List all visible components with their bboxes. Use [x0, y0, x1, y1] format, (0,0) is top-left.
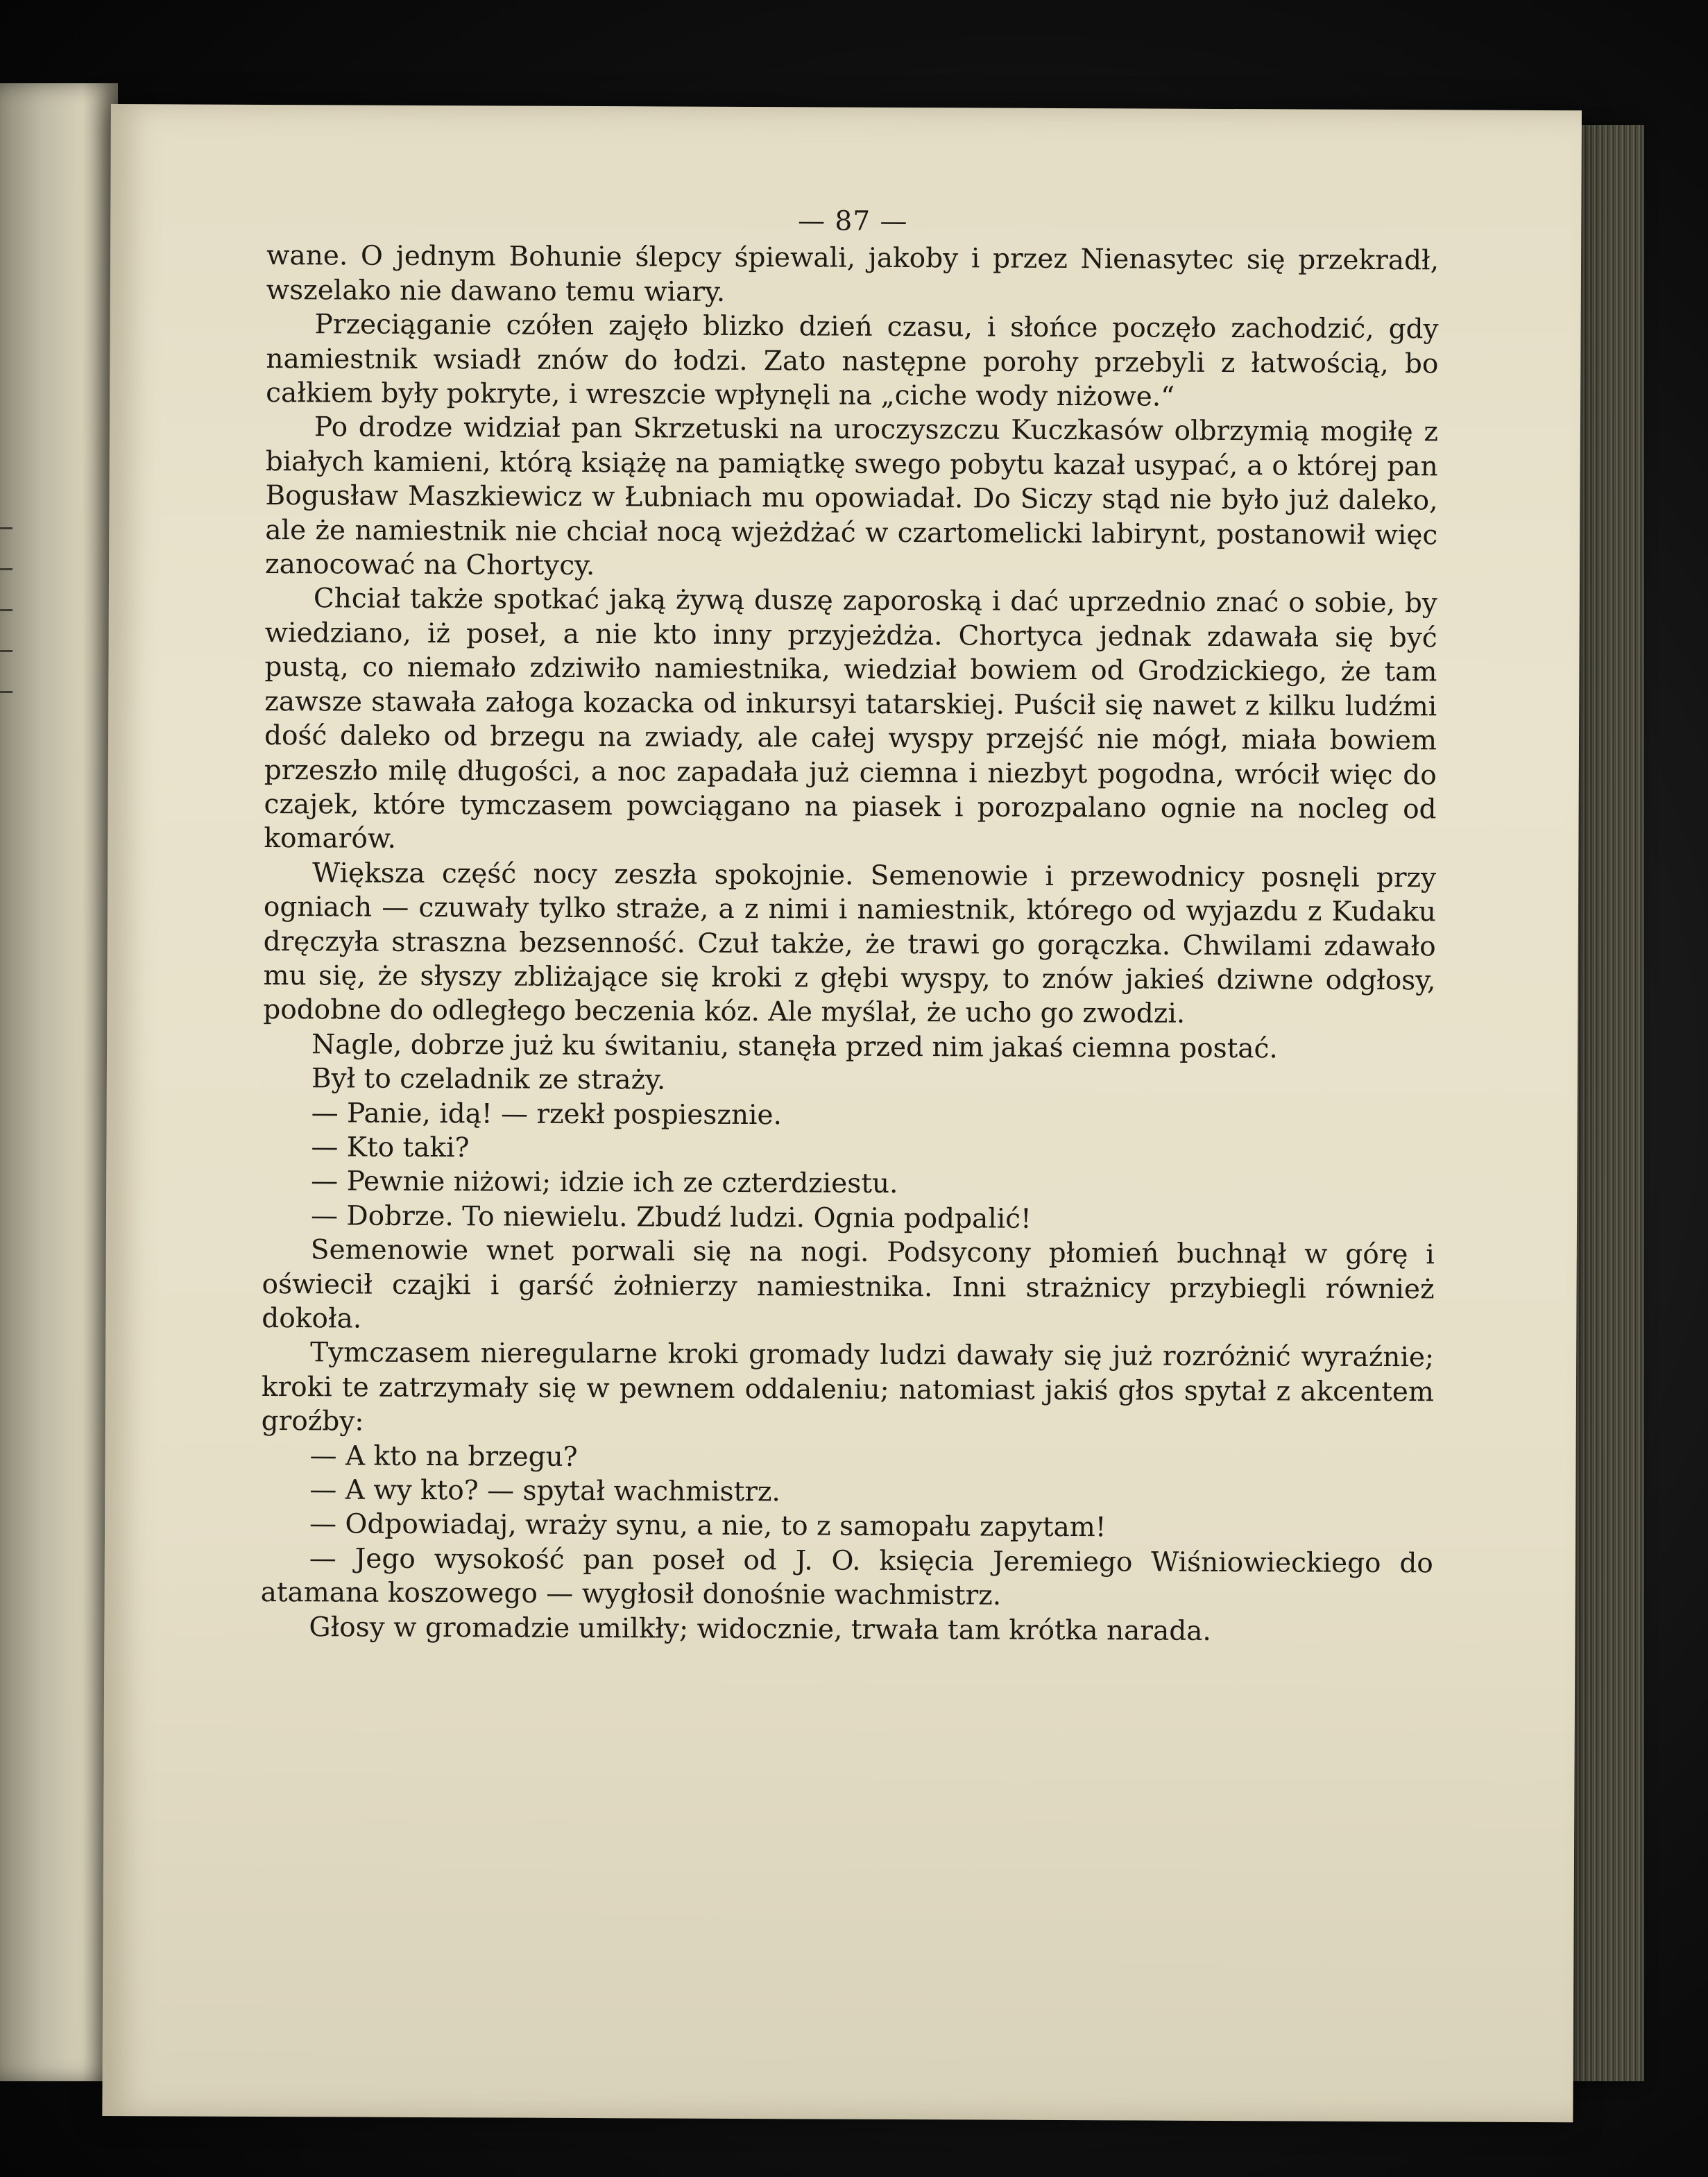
- dialogue-line: — A kto na brzegu?: [309, 1440, 578, 1473]
- left-page-marks: [0, 527, 21, 732]
- dialogue-line: — Panie, idą! — rzekł pospiesznie.: [311, 1097, 783, 1131]
- paragraph: Nagle, dobrze już ku świtaniu, stanęła przed nim jakaś ciemna postać.: [311, 1029, 1278, 1065]
- paragraph: Chciał także spotkać jaką żywą duszę zaporoską i dać uprzednio znać o sobie, by wiedziano, iż poseł, a nie kto inny przyjeżdża. Chortyca jednak zdawała się być pustą, co niemało zdziwiło namiestnika, wiedział bowiem od Grodzickiego, że tam zawsze stawała załoga kozacka od inkursyi tatarskiej. Puścił się nawet z kilku ludźmi dość daleko od brzegu na zwiady, ale całej wyspy przejść nie mógł, miała bowiem przeszło milę długości, a noc zapadała już ciemna i niezbyt pogodna, wrócił więc do czajek, które tymczasem powciągano na piasek i porozpalano ognie na nocleg od komarów.: [264, 583, 1437, 855]
- paragraph: Przeciąganie czółen zajęło blizko dzień czasu, i słońce poczęło zachodzić, gdy namiestnik wsiadł znów do łodzi. Zato następne porohy przebyli z łatwością, bo całkiem były pokryte, i wreszcie wpłynęli na „ciche wody niżowe.“: [266, 309, 1439, 413]
- dialogue-line: — Kto taki?: [311, 1132, 470, 1164]
- dialogue-line: — A wy kto? — spytał wachmistrz.: [309, 1474, 780, 1508]
- paragraph: Był to czeladnik ze straży.: [311, 1063, 666, 1096]
- dialogue-line: — Jego wysokość pan poseł od J. O. księcia Jeremiego Wiśniowieckiego do atamana koszowego — wygłosił donośnie wachmistrz.: [260, 1543, 1433, 1612]
- paragraph: Semenowie wnet porwali się na nogi. Podsycony płomień buchnął w górę i oświecił czajki i garść żołnierzy namiestnika. Inni strażnicy przybiegli również dokoła.: [262, 1234, 1435, 1335]
- paragraph: Po drodze widział pan Skrzetuski na uroczyszczu Kuczkasów olbrzymią mogiłę z białych kamieni, którą książę na pamiątkę swego pobytu kazał usypać, a o której pan Bogusław Maszkiewicz w Łubniach mu opowiadał. Do Siczy stąd nie było już daleko, ale że namiestnik nie chciał nocą wjeżdżać w czartomelicki labirynt, postanowił więc zanocować na Chortycy.: [265, 411, 1439, 582]
- left-page-edge: [0, 83, 118, 2081]
- paragraph: Większa część nocy zeszła spokojnie. Semenowie i przewodnicy posnęli przy ogniach — czuwały tylko straże, a z nimi i namiestnik, którego od wyjazdu z Kudaku dręczyła straszna bezsenność. Czuł także, że trawi go gorączka. Chwilami zdawało mu się, że słyszy zbliżające się kroki z głębi wyspy, to znów jakieś dziwne odgłosy, podobne do odległego beczenia kóz. Ale myślał, że ucho go zwodzi.: [263, 857, 1437, 1030]
- text-block: [260, 202, 1439, 1649]
- book-page: [102, 104, 1582, 2122]
- page-number: — 87 —: [797, 205, 908, 238]
- paragraph: wane. O jednym Bohunie ślepcy śpiewali, jakoby i przez Nienasytec się przekradł, wszelako nie dawano temu wiary.: [266, 240, 1440, 308]
- paragraph: Głosy w gromadzie umilkły; widocznie, trwała tam krótka narada.: [309, 1611, 1211, 1647]
- dialogue-line: — Odpowiadaj, wraży synu, a nie, to z samopału zapytam!: [309, 1508, 1107, 1544]
- dialogue-line: — Pewnie niżowi; idzie ich ze czterdziestu.: [311, 1166, 898, 1200]
- paragraph: Tymczasem nieregularne kroki gromady ludzi dawały się już rozróżnić wyraźnie; kroki te zatrzymały się w pewnem oddaleniu; natomiast jakiś głos spytał z akcentem groźby:: [261, 1337, 1435, 1437]
- dialogue-line: — Dobrze. To niewielu. Zbudź ludzi. Ognia podpalić!: [310, 1200, 1032, 1235]
